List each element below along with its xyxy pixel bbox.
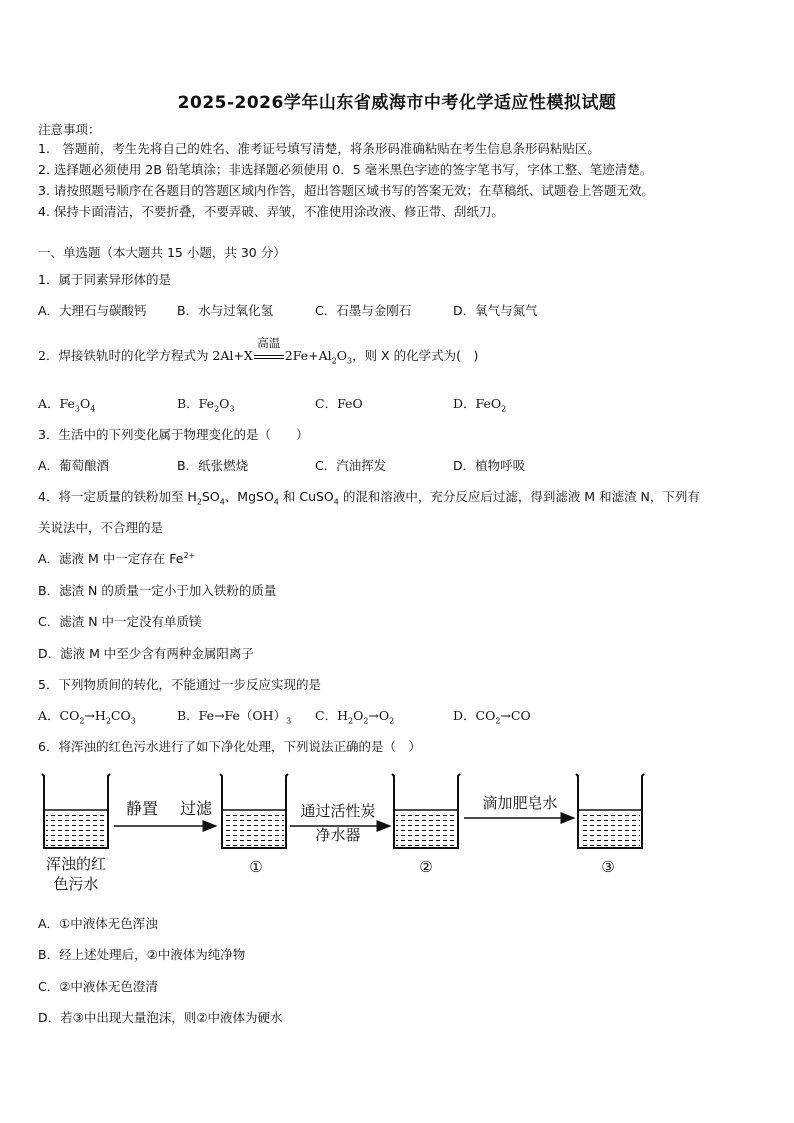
notice-heading: 注意事项：	[38, 122, 101, 137]
source-label-line-1: 浑浊的红	[45, 855, 107, 873]
beaker-3-label: ③	[601, 858, 615, 876]
question-1-option-a: A．大理石与碳酸钙	[38, 303, 147, 318]
question-2-stem-prefix: 2．焊接铁轨时的化学方程式为 2Al+X	[38, 348, 253, 363]
source-label-line-2: 色污水	[53, 875, 99, 893]
question-3-option-b: B．纸张燃烧	[177, 458, 249, 473]
purification-diagram	[30, 768, 650, 906]
question-5-option-d: D．$CO_2\to CO$	[453, 708, 531, 726]
question-1-option-c: C．石墨与金刚石	[315, 303, 412, 318]
question-2-stem	[38, 335, 479, 366]
notice-item-1: 1. 答题前，考生先将自己的姓名、准考证号填写清楚，将条形码准确粘贴在考生信息条形码粘贴区。	[38, 141, 600, 156]
question-5-option-b: B．$Fe\to Fe(OH)_3$	[177, 708, 292, 726]
question-3-option-a: A．葡萄酿酒	[38, 458, 110, 473]
step-soap-label: 滴加肥皂水	[482, 794, 558, 812]
question-4-option-d: D．滤液 M 中至少含有两种金属阳离子	[38, 646, 254, 661]
question-3-option-c: C．汽油挥发	[315, 458, 387, 473]
question-4-stem-line-2: 关说法中，不合理的是	[38, 520, 164, 535]
reaction-condition: 高温	[257, 335, 281, 350]
beaker-1	[220, 774, 288, 848]
beaker-3	[576, 774, 644, 848]
step-carbon-label-1: 通过活性炭	[300, 802, 376, 820]
beaker-2	[392, 774, 460, 848]
question-2-option-b: B．$Fe_2O_3$	[177, 396, 235, 414]
question-2-option-d: D．FeO$_2$	[453, 396, 507, 414]
question-4-option-c: C．滤渣 N 中一定没有单质镁	[38, 614, 202, 629]
question-2-stem-suffix: ，则 X 的化学式为( )	[352, 348, 479, 363]
question-5-stem: 5．下列物质间的转化，不能通过一步反应实现的是	[38, 677, 321, 692]
reaction-condition-arrow	[254, 335, 284, 365]
question-2-option-a: A．$Fe_3O_4$	[38, 396, 96, 414]
question-2-option-c: C．FeO	[315, 396, 363, 411]
question-5-option-c: C．$H_2O_2\to O_2$	[315, 708, 395, 726]
question-6-option-c: C．②中液体无色澄清	[38, 979, 158, 994]
question-6-option-b: B．经上述处理后，②中液体为纯净物	[38, 947, 246, 962]
exam-title: 2025-2026学年山东省威海市中考化学适应性模拟试题	[177, 93, 617, 113]
question-3-option-d: D．植物呼吸	[453, 458, 526, 473]
question-1-stem: 1．属于同素异形体的是	[38, 272, 171, 287]
step-filter-label: 过滤	[179, 799, 213, 818]
question-4-stem: 4．将一定质量的铁粉加至 $H_2SO_4$、MgSO$_4$ 和 CuSO$_4$ 的混和溶液中，充分反应后过滤，得到滤液 M 和滤渣 N，下列有	[38, 489, 700, 507]
question-1-option-d: D．氧气与氮气	[453, 303, 538, 318]
section-heading: 一、单选题（本大题共 15 小题，共 30 分）	[38, 245, 286, 260]
step-carbon-label-2: 净水器	[315, 826, 361, 844]
beaker-2-label: ②	[419, 858, 433, 876]
notice-item-4: 4. 保持卡面清洁，不要折叠，不要弄破、弄皱，不准使用涂改液、修正带、刮纸刀。	[38, 204, 504, 219]
beaker-1-label: ①	[249, 858, 263, 876]
question-2-products: $2Fe+Al_2O_3$	[284, 348, 353, 366]
question-3-stem: 3．生活中的下列变化属于物理变化的是（ ）	[38, 427, 309, 442]
step-settle-label: 静置	[125, 799, 159, 818]
question-1-option-b: B．水与过氧化氢	[177, 303, 274, 318]
notice-item-3: 3. 请按照题号顺序在各题目的答题区域内作答，超出答题区域书写的答案无效；在草稿纸、试题卷上答题无效。	[38, 183, 654, 198]
question-5-option-a: A．$CO_2\to H_2CO_3$	[38, 708, 136, 726]
notice-item-2: 2. 选择题必须使用 2B 铅笔填涂；非选择题必须使用 0．5 毫米黑色字迹的签字笔书写，字体工整、笔迹清楚。	[38, 162, 653, 177]
question-6-option-d: D．若③中出现大量泡沫，则②中液体为硬水	[38, 1010, 283, 1025]
question-4-option-a: A．滤液 M 中一定存在 $Fe^{2+}$	[38, 550, 196, 566]
question-6-stem: 6．将浑浊的红色污水进行了如下净化处理，下列说法正确的是（ ）	[38, 739, 421, 754]
question-6-option-a: A．①中液体无色浑浊	[38, 916, 158, 931]
question-4-option-b: B．滤渣 N 的质量一定小于加入铁粉的质量	[38, 583, 277, 598]
beaker-source	[42, 774, 110, 848]
